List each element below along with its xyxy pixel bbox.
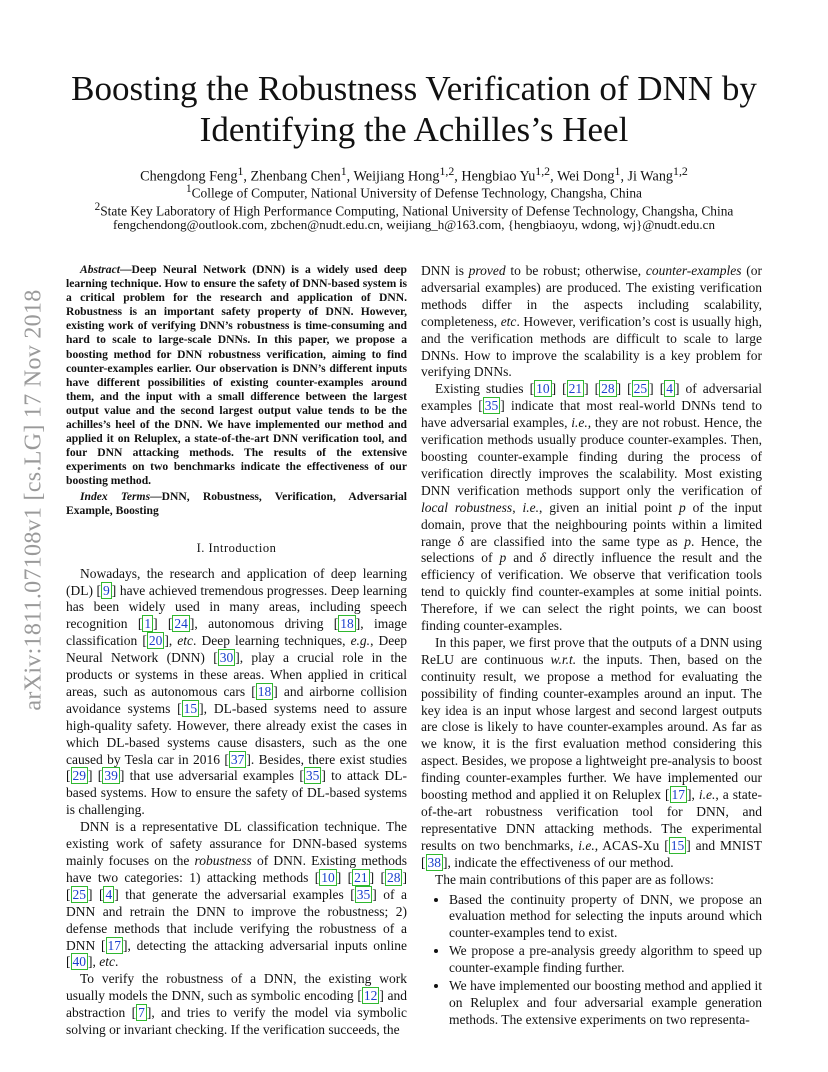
citation-link[interactable]: 10 — [321, 869, 335, 885]
intro-paragraph-3-cont: DNN is proved to be robust; otherwise, counter-examples (or adversarial examples) are produced. The existing verification methods differ in the aspects including scalability, completeness, etc. However, verification’s cost is usually high, and the verification methods are difficult to scale to large DNNs. How to improve the scalability is a key problem for verifying DNNs. — [421, 263, 762, 380]
citation-link[interactable]: 40 — [72, 954, 86, 970]
citation-link[interactable]: 37 — [230, 751, 245, 767]
citation-link[interactable]: 28 — [386, 869, 401, 885]
citation-link[interactable]: 4 — [666, 381, 673, 397]
author-name: Zhenbang Chen — [250, 168, 341, 185]
section-heading: I. Introduction — [196, 540, 277, 555]
paper-title — [60, 68, 768, 150]
citation-link[interactable]: 35 — [305, 768, 320, 784]
author-name: Hengbiao Yu — [461, 168, 536, 185]
citation-link[interactable]: 28 — [601, 381, 615, 397]
citation-link[interactable]: 12 — [363, 988, 378, 1004]
citation-link[interactable]: 17 — [671, 787, 685, 803]
intro-paragraph-4: Existing studies [ 10 ] [ 21 ] [ 28 ] [ 25 ] [ 4 ] of adversarial examples [ 35 ] indicate that most real-world DNNs tend to have adversarial examples, i.e., they are not robust. Hence, the verification methods usually produce counter-examples. Then, boosting counter-example finding during the process of verification directly improves the scalability. Most existing DNN verification methods support only the verification of local robustness, i.e., given an initial point p of the input domain, prove that the neighbouring points within a limited range δ are classified into the same type as p. Hence, the selections of p and δ directly influence the result and the efficiency of verification. We observe that verification tools tend to quickly find counter-examples at some initial points. Therefore, if we can select the right points, we can boost finding counter-examples. — [421, 381, 763, 634]
citation-link[interactable]: 4 — [105, 886, 113, 902]
affiliation-text: College of Computer, National University of Defense Technology, Changsha, China — [191, 185, 642, 201]
affiliation-text: State Key Laboratory of High Performance Computing, National University of Defense Technology, Changsha, China — [100, 203, 734, 219]
citation-link[interactable]: 21 — [568, 381, 583, 397]
intro-paragraph-6: The main contributions of this paper are as follows: — [435, 871, 714, 887]
citation-link[interactable]: 39 — [104, 768, 118, 784]
index-terms — [66, 490, 407, 518]
citation-link[interactable]: 20 — [148, 633, 163, 649]
intro-paragraph-3: To verify the robustness of a DNN, the existing work usually models the DNN, such as symbolic encoding [ 12 ] and abstraction [ 7 ], and tries to verify the model via symbolic solving or invariant checking. If the verification succeeds, the — [66, 971, 407, 1038]
author-affil-sup: 1,2 — [439, 164, 455, 178]
citation-link[interactable]: 9 — [103, 582, 110, 598]
title-line-2: Identifying the Achilles’s Heel — [199, 110, 629, 149]
arxiv-id: arXiv:1811.07108v1 [cs.LG] 17 Nov 2018 — [20, 289, 47, 711]
arxiv-sidebar-stamp — [8, 270, 60, 730]
author-affil-sup: 1,2 — [673, 164, 688, 178]
author-name: Weijiang Hong — [353, 168, 440, 185]
citation-link[interactable]: 29 — [72, 768, 86, 784]
citation-link[interactable]: 7 — [138, 1005, 145, 1021]
citation-link[interactable]: 10 — [536, 381, 550, 397]
intro-paragraph-5: In this paper, we first prove that the outputs of a DNN using ReLU are continuous w.r.t. the inputs. Then, based on the continuity result, we propose a method for evaluating the possibility of finding counter-examples around an input. The key idea is an input whose largest and second largest outputs are close is likely to have counter-examples around. As far as we know, it is the first evaluation method considering this aspect. Besides, we propose a lightweight pre-analysis to boost finding counter-examples further. We have implemented our boosting method and applied it on Reluplex [ 17 ], i.e., a state-of-the-art robustness verification tool for DNN, and representative DNN attacking methods. The experimental results on two benchmarks, i.e., ACAS-Xu [ 15 ] and MNIST [ 38 ], indicate the effectiveness of our method. — [421, 634, 763, 870]
citation-link[interactable]: 18 — [257, 683, 272, 699]
citation-link[interactable]: 21 — [354, 869, 368, 885]
list-item: • We propose a pre-analysis greedy algorithm to speed up counter-example finding further. — [449, 943, 762, 977]
intro-paragraph-2: DNN is a representative DL classification technique. The existing work of safety assurance for DNN-based systems mainly focuses on the robustness of DNN. Existing methods have two categories: 1) attacking methods [ 10 ] [ 21 ] [ 28 ] [ 25 ] [ 4 ] that generate the adversarial examples [ 35 ] of a DNN and retrain the DNN to improve the robustness; 2) defense methods that include verifying the robustness of a DNN [ 17 ], detecting the attacking adversarial inputs online [ 40 ], etc. — [66, 819, 407, 970]
title-line-1: Boosting the Robustness Verification of DNN by — [71, 69, 757, 108]
author-name: Ji Wang — [627, 168, 674, 185]
right-column — [421, 263, 762, 1030]
author-name: Chengdong Feng — [140, 168, 238, 185]
contribution-list — [421, 892, 762, 1029]
intro-paragraph-1: Nowadays, the research and application of deep learning (DL) [ 9 ] have achieved tremendous progresses. Deep learning has been widely used in many areas, including speech recognition [ 1 ] [ 24 ], autonomous driving [ 18 ], image classification [ 20 ], etc. Deep learning techniques, e.g., Deep Neural Network (DNN) [ 30 ], play a crucial role in the products or systems in these areas. When applied in critical areas, such as autonomous cars [ 18 ] and airborne collision avoidance systems [ 15 ], DL-based systems need to assure high-quality safety. However, there already exist the cases in which DL-based systems cause disasters, such as the one caused by Tesla car in 2016 [ 37 ]. Besides, there exist studies [ 29 ] [ 39 ] that use adversarial examples [ 35 ] to attack DL-based systems. How to ensure the safety of DL-based systems is challenging. — [66, 565, 408, 818]
citation-link[interactable]: 18 — [340, 616, 354, 632]
abstract-text: —Deep Neural Network (DNN) is a widely used deep learning technique. How to ensure the safety of DNN-based system is a critical problem for the research and application of DNN. Robustness is an important safety property of DNN. However, existing work of verifying DNN’s robustness is time-consuming and hard to scale to large-scale DNNs. In this paper, we propose a boosting method for DNN robustness verification, aiming to find counter-examples earlier. Our observation is DNN’s different inputs have different possibilities of existing counter-examples around them, and the input with a small difference between the largest output value and the second largest output value tends to be the achilles’s heel of the DNN. We have implemented our method and applied it on Reluplex, a state-of-the-art DNN verification tool, and four DNN attacking methods. The results of the extensive experiments on two benchmarks indicate the effectiveness of our boosting method. — [66, 263, 407, 488]
author-affil-sup: 1,2 — [535, 164, 551, 178]
citation-link[interactable]: 24 — [174, 616, 188, 632]
citation-link[interactable]: 15 — [670, 837, 685, 853]
author-affil-sup: 1 — [614, 164, 621, 178]
citation-link[interactable]: 17 — [107, 937, 122, 953]
author-name: Wei Dong — [556, 168, 615, 185]
abstract — [66, 263, 407, 489]
affiliation-sup: 1 — [186, 183, 192, 195]
abstract-label: Abstract — [80, 263, 120, 276]
citation-link[interactable]: 35 — [484, 398, 499, 414]
citation-link[interactable]: 25 — [72, 886, 86, 902]
author-affil-sup: 1 — [340, 164, 347, 178]
left-column — [66, 263, 407, 1039]
list-item: • We have implemented our boosting method and applied it on Reluplex and four adversarial example generation methods. The extensive experiments on two representa- — [449, 978, 762, 1029]
citation-link[interactable]: 1 — [144, 616, 152, 632]
index-terms-label: Index Terms — [80, 489, 151, 503]
author-list: Chengdong Feng$^1$, Zhenbang Chen$^1$, Weijiang Hong$^{1,2}$, Hengbiao Yu$^{1,2}$, Wei Dong$^1$, Ji Wang$^{1,2}$ — [140, 164, 688, 185]
citation-link[interactable]: 35 — [356, 886, 371, 902]
index-terms-text: —DNN, Robustness, Verification, Adversarial Example, Boosting — [66, 489, 407, 517]
author-affil-sup: 1 — [237, 164, 244, 178]
author-emails: fengchendong@outlook.com, zbchen@nudt.edu.cn, weijiang_h@163.com, {hengbiaoyu, wdong, wj}@nudt.edu.cn — [113, 217, 715, 232]
affiliation-sup: 2 — [94, 201, 101, 213]
list-item: • Based the continuity property of DNN, we propose an evaluation method for selecting the inputs around which counter-examples tend to exist. — [449, 892, 762, 943]
citation-link[interactable]: 25 — [633, 381, 648, 397]
citation-link[interactable]: 30 — [219, 650, 234, 666]
citation-link[interactable]: 15 — [183, 700, 198, 716]
citation-link[interactable]: 38 — [427, 854, 441, 870]
